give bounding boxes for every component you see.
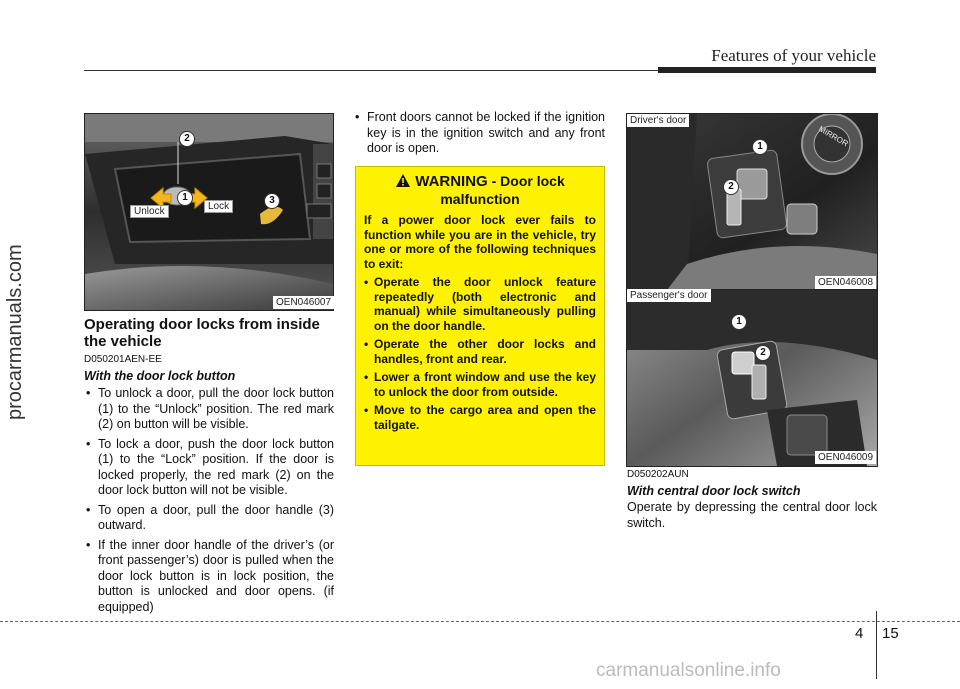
mirror-knob-label: MIRROR: [817, 124, 850, 149]
figure-code-oen046009: OEN046009: [815, 451, 876, 464]
inside-bullets: [86, 386, 334, 619]
figure-code-oen046008: OEN046008: [815, 276, 876, 289]
front-doors-note: • Front doors cannot be locked if the ignition key is in the ignition switch and any front door is open.: [355, 110, 605, 157]
drivers-callout-1: 1: [752, 139, 768, 155]
warning-icon: [395, 173, 411, 191]
drivers-callout-2: 2: [723, 179, 739, 195]
warning-bullet-unlock: • Operate the door unlock feature repeatedly (both electronic and manual) while simultaneously pulling on the door handle.: [364, 275, 596, 333]
lock-label: Lock: [204, 200, 233, 213]
callout-3: 3: [264, 193, 280, 209]
page-separator: [876, 611, 877, 679]
page-chapter: 4: [855, 625, 864, 642]
warning-label: WARNING: [415, 173, 488, 190]
warning-intro: If a power door lock ever fails to function while you are in the vehicle, try one or more of the following techniques to exit:: [364, 213, 596, 271]
inside-bullet-open: • To open a door, pull the door handle (3) outward.: [86, 503, 334, 534]
figure-code-oen046007: OEN046007: [273, 296, 334, 309]
footer-rule: [0, 621, 960, 622]
inside-bullet-unlock: • To unlock a door, pull the door lock button (1) to the “Unlock” position. The red mark (2) on button will be visible.: [86, 386, 334, 433]
inside-bullet-inner-handle: • If the inner door handle of the driver’s (or front passenger’s) door is pulled when the door lock button is in lock position, the button is unlocked and door opens. (if equipped): [86, 538, 334, 616]
figure-passengers-door: [626, 289, 878, 467]
section-code-central: D050202AUN: [627, 469, 689, 480]
unlock-label: Unlock: [130, 205, 169, 218]
warning-bullet-window: • Lower a front window and use the key to unlock the door from outside.: [364, 370, 596, 399]
subheading-central-switch: With central door lock switch: [627, 484, 801, 498]
header-title: Features of your vehicle: [711, 46, 876, 65]
section-code-inside: D050201AEN-EE: [84, 354, 162, 365]
callout-2: 2: [179, 131, 195, 147]
header-bar: [658, 67, 876, 73]
passengers-callout-1: 1: [731, 314, 747, 330]
callout-1: 1: [177, 190, 193, 206]
front-doors-note-list: [355, 110, 605, 161]
page-number: 15: [882, 625, 899, 642]
section-heading-inside: Operating door locks from inside the vehicle: [84, 316, 320, 350]
warning-title: [364, 173, 596, 207]
warning-box: [355, 166, 605, 466]
drivers-door-switch-photo: [627, 114, 877, 290]
subheading-lock-button: With the door lock button: [84, 369, 236, 383]
passengers-door-switch-photo: [627, 290, 877, 466]
passengers-callout-2: 2: [755, 345, 771, 361]
warning-bullet-other-doors: • Operate the other door locks and handles, front and rear.: [364, 337, 596, 366]
central-switch-text: Operate by depressing the central door lock switch.: [627, 500, 877, 530]
passengers-door-caption: Passenger's door: [627, 289, 711, 302]
watermark-bottom: carmanualsonline.info: [596, 660, 781, 681]
warning-bullets: [364, 275, 596, 432]
warning-title-rest: - Door lock malfunction: [440, 173, 565, 208]
warning-bullet-cargo: • Move to the cargo area and open the tailgate.: [364, 403, 596, 432]
drivers-door-caption: Driver's door: [627, 114, 689, 127]
inside-bullet-lock: • To lock a door, push the door lock button (1) to the “Lock” position. If the door is locked properly, the red mark (2) on the door lock button will not be visible.: [86, 437, 334, 499]
watermark-left: procarmanuals.com: [4, 244, 26, 420]
figure-drivers-door: [626, 113, 878, 291]
